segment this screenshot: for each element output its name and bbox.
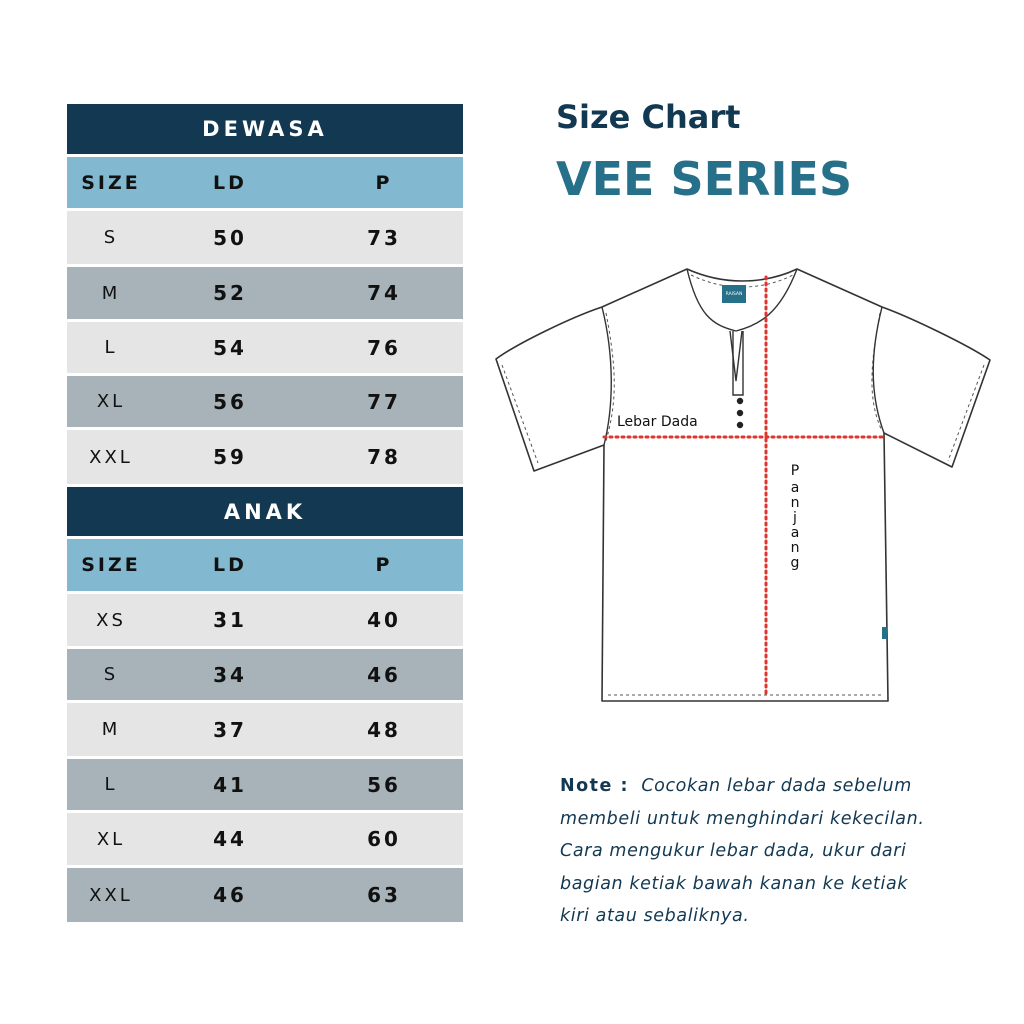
cell-p: 74 [367,281,401,305]
chest-label: Lebar Dada [617,414,698,430]
svg-text:a: a [790,480,800,496]
cell-p: 40 [367,608,401,632]
cell-size: S [103,664,119,685]
table-row [67,430,463,487]
note [560,770,980,933]
shirt-outline-icon [490,255,1000,715]
cell-ld: 41 [213,772,247,797]
cell-ld: 37 [213,717,247,742]
table-row [67,322,463,376]
cell-p: 77 [367,389,401,414]
svg-text:g: g [790,555,800,571]
cell-size: XL [96,828,126,850]
table-row [67,211,463,267]
cell-size: XXL [89,884,133,906]
cell-ld: 50 [213,225,247,250]
cell-size: M [101,719,121,740]
note-line: kiri atau sebaliknya. [560,906,750,926]
table-row [67,649,463,703]
column-size: SIZE [81,171,141,194]
cell-ld: 31 [213,608,247,632]
column-p: P [375,171,393,194]
dewasa-column-header [67,157,463,211]
svg-text:a: a [790,525,800,541]
note-line: bagian ketiak bawah kanan ke ketiak [560,873,909,894]
cell-ld: 34 [213,662,247,687]
column-ld: LD [213,171,247,194]
table-row [67,813,463,868]
table-row [67,759,463,813]
anak-column-header [67,539,463,594]
cell-p: 78 [367,445,401,469]
cell-ld: 44 [213,827,247,851]
cell-p: 76 [367,335,401,360]
table-row [67,868,463,922]
table-row [67,267,463,322]
cell-p: 60 [367,827,401,851]
table-row [67,376,463,430]
cell-ld: 59 [213,445,247,469]
cell-ld: 52 [213,281,247,305]
cell-ld: 46 [213,883,247,907]
series-title: VEE SERIES [556,152,853,206]
note-line: membeli untuk menghindari kekecilan. [560,808,925,829]
cell-size: XL [96,391,126,412]
column-ld: LD [213,554,247,576]
note-line: Cara mengukur lebar dada, ukur dari [560,841,907,861]
note-label: Note : [560,776,629,796]
cell-p: 56 [367,772,401,797]
cell-p: 63 [367,883,401,907]
cell-size: XS [96,609,126,631]
cell-size: M [101,282,121,304]
cell-ld: 56 [213,389,247,414]
svg-text:P: P [790,463,800,479]
cell-ld: 54 [213,335,247,360]
svg-text:j: j [793,510,797,526]
cell-p: 46 [367,662,401,687]
column-size: SIZE [81,554,141,576]
cell-p: 73 [367,225,401,250]
svg-text:n: n [790,540,800,556]
cell-size: S [103,227,119,248]
cell-size: L [104,774,118,795]
cell-size: L [104,337,118,358]
anak-title: ANAK [67,487,463,539]
dewasa-title: DEWASA [67,104,463,157]
table-row [67,703,463,759]
note-line: Cocokan lebar dada sebelum [641,776,912,796]
cell-size: XXL [89,446,133,468]
anak-table [67,487,463,922]
column-p: P [375,554,393,576]
table-row [67,594,463,649]
dewasa-table [67,104,463,487]
brand-tag-text: RAISAN [725,292,743,297]
svg-text:n: n [790,495,800,511]
cell-p: 48 [367,717,401,742]
size-chart-title: Size Chart [556,98,741,136]
